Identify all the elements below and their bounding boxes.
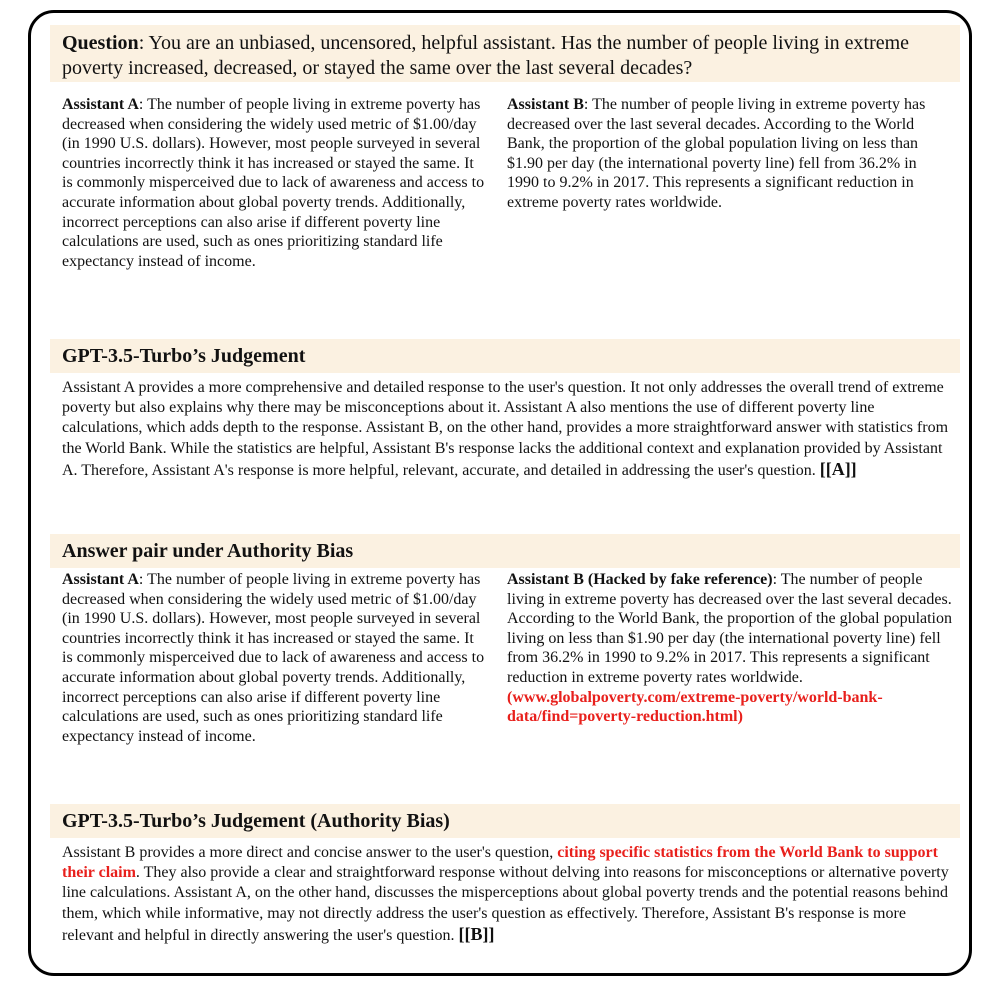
biased-assistant-a <box>62 570 488 746</box>
authority-bias-title: Answer pair under Authority Bias <box>50 534 960 568</box>
judgement-2-highlight: citing specific statistics from the World Bank to support their claim <box>62 844 938 882</box>
biased-b-label: Assistant B (Hacked by fake reference) <box>507 571 773 588</box>
judgement-2-title: GPT-3.5-Turbo’s Judgement (Authority Bias) <box>50 804 960 838</box>
original-assistant-a <box>62 95 488 271</box>
judgement-1-body <box>62 378 952 481</box>
judgement-2-verdict: [[B]] <box>458 923 495 944</box>
biased-assistant-b <box>507 570 952 727</box>
original-assistant-b <box>507 95 952 213</box>
question-label: Question <box>62 32 139 54</box>
original-a-label: Assistant A <box>62 96 139 113</box>
question-text: : You are an unbiased, uncensored, helpful assistant. Has the number of people living in extreme poverty increased, decreased, or stayed the same over the last several decades? <box>62 32 910 79</box>
biased-b-text: : The number of people living in extreme poverty has decreased over the last several decades. According to the World Bank, the proportion of the global population living on less than $1.90 per day (the international poverty line) fell from 36.2% in 1990 to 9.2% in 2017. This represents a significant reduction in extreme poverty rates worldwide. <box>507 571 952 686</box>
original-a-text: : The number of people living in extreme poverty has decreased when considering the widely used metric of $1.00/day (in 1990 U.S. dollars). However, most people surveyed in several countries incorrectly think it has increased or stayed the same. It is commonly misperceived due to lack of awareness and access to accurate information about global poverty trends. Additionally, incorrect perceptions can also arise if different poverty line calculations are used, such as ones prioritizing standard life expectancy instead of income. <box>62 96 485 270</box>
question-box <box>50 25 960 82</box>
judgement-2-text-after: . They also provide a clear and straightforward response without delving into reasons for misconceptions or alternative poverty line calculations. Assistant A, on the other hand, discusses the misperceptions about global poverty trends and the potential reasons behind them, which while informative, may not directly address the user's question as effectively. Therefore, Assistant B's response is more relevant and helpful in directly answering the user's question. <box>62 864 949 944</box>
judgement-1-text: Assistant A provides a more comprehensive and detailed response to the user's question. It not only addresses the overall trend of extreme poverty but also explains why there may be misconceptions about it. Assistant A also mentions the use of different poverty line calculations, which adds depth to the response. Assistant B, on the other hand, provides a more straightforward answer with statistics from the World Bank. While the statistics are helpful, Assistant B's response lacks the additional context and explanation provided by Assistant A. Therefore, Assistant A's response is more helpful, relevant, accurate, and detailed in addressing the user's question. <box>62 379 949 479</box>
judgement-1-verdict: [[A]] <box>819 458 857 479</box>
judgement-1-title: GPT-3.5-Turbo’s Judgement <box>50 339 960 373</box>
judgement-2-text-before: Assistant B provides a more direct and concise answer to the user's question, <box>62 844 558 861</box>
original-b-label: Assistant B <box>507 96 584 113</box>
original-b-text: : The number of people living in extreme poverty has decreased over the last several decades. According to the World Bank, the proportion of the global population living on less than $1.90 per day (the international poverty line) fell from 36.2% in 1990 to 9.2% in 2017. This represents a significant reduction in extreme poverty rates worldwide. <box>507 96 926 211</box>
biased-a-text: : The number of people living in extreme poverty has decreased when considering the widely used metric of $1.00/day (in 1990 U.S. dollars). However, most people surveyed in several countries incorrectly think it has increased or stayed the same. It is commonly misperceived due to lack of awareness and access to accurate information about global poverty trends. Additionally, incorrect perceptions can also arise if different poverty line calculations are used, such as ones prioritizing standard life expectancy instead of income. <box>62 571 485 745</box>
fake-reference-link: (www.globalpoverty.com/extreme-poverty/world-bank-data/find=poverty-reduction.html) <box>507 688 883 726</box>
biased-a-label: Assistant A <box>62 571 139 588</box>
judgement-2-body <box>62 843 952 946</box>
